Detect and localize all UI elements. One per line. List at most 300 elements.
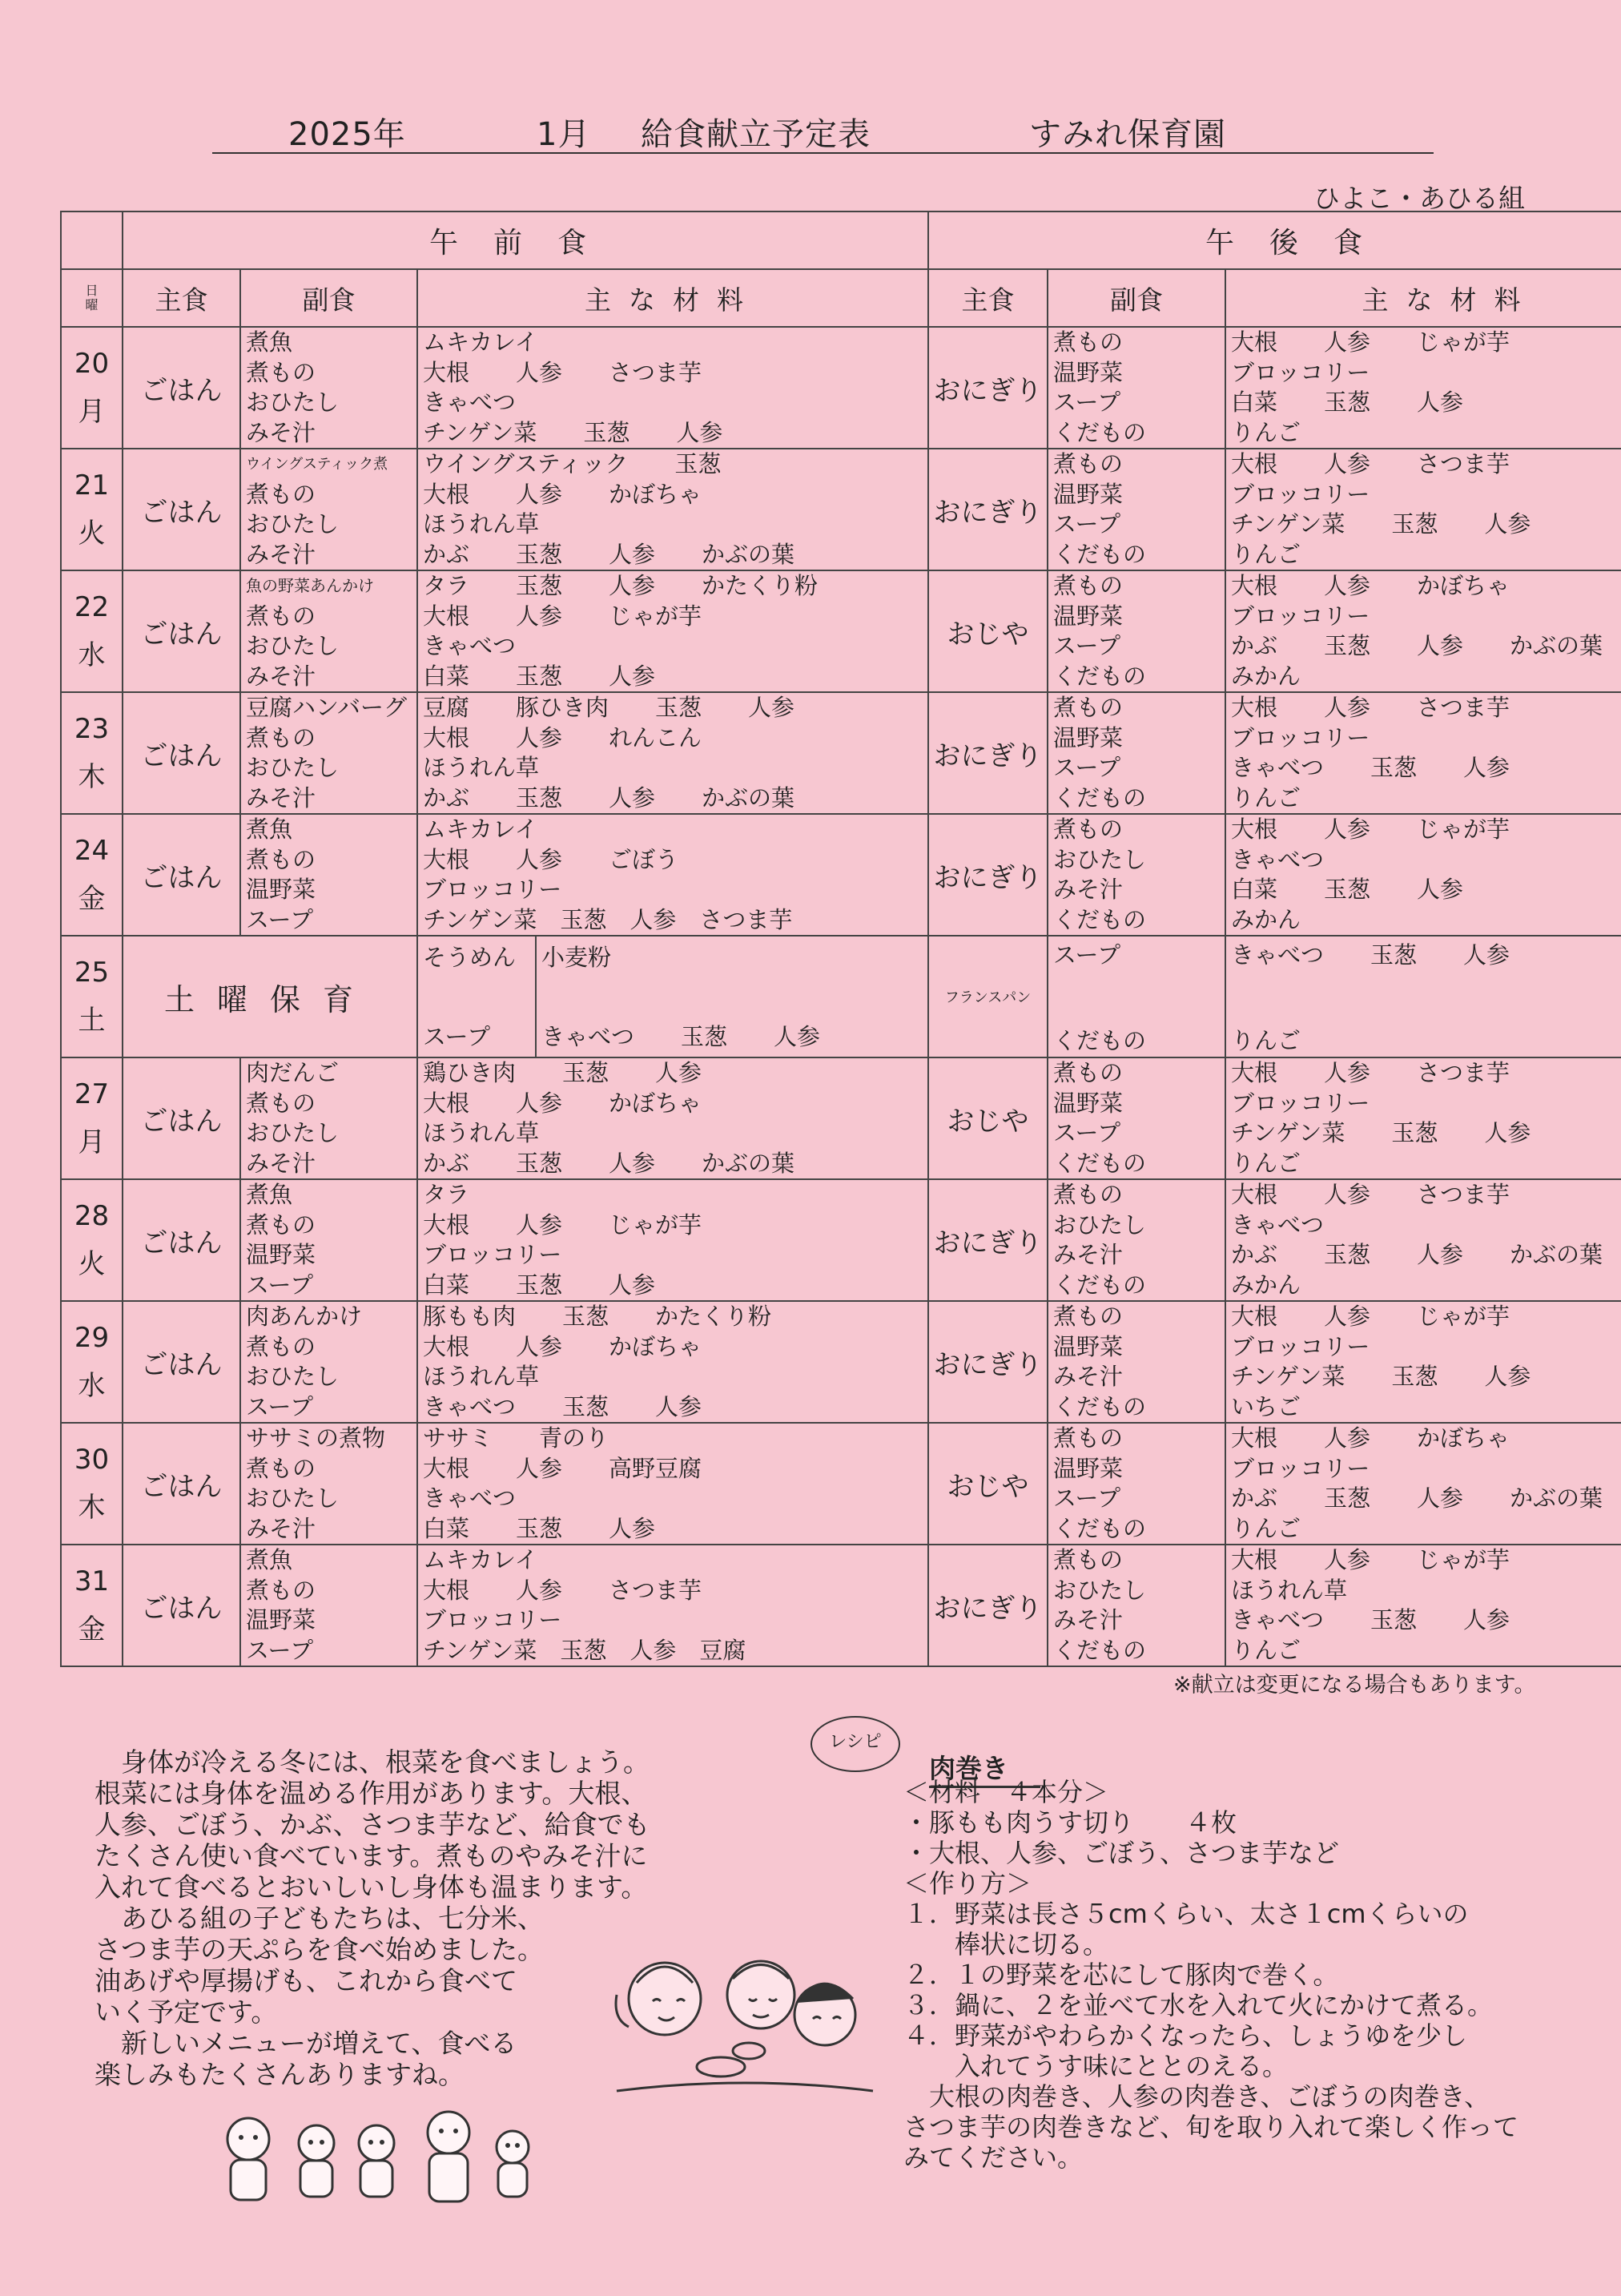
pm-ingredients-line: 大根 人参 さつま芋 [1231, 1059, 1510, 1086]
am-ingredients-line: ササミ 青のり [423, 1424, 609, 1452]
recipe-title: 肉巻き [929, 1748, 1040, 1788]
table-row [61, 1545, 1621, 1666]
am-side-line: 煮もの [246, 1210, 316, 1239]
pm-ingredients-line: きゃべつ 玉葱 人参 [1231, 1606, 1510, 1633]
pm-ingredients-line: いちご [1231, 1392, 1301, 1420]
header-staple: 主食 [123, 269, 240, 327]
am-ingredients-line: 豆腐 豚ひき肉 玉葱 人参 [423, 694, 795, 721]
am-staple: ごはん [123, 1301, 240, 1423]
pm-side-line: 煮もの [1053, 1303, 1124, 1330]
pm-side-line: 煮もの [1053, 1424, 1124, 1452]
pm-side-line: くだもの [1053, 783, 1147, 812]
class-name: ひよこ・あひる組 [1313, 183, 1525, 214]
essay-line: 身体が冷える冬には、根菜を食べましょう。 [95, 1746, 650, 1778]
am-side-line: 魚の野菜あんかけ [246, 576, 374, 595]
pm-ingredients-line: 大根 人参 じゃが芋 [1231, 328, 1510, 356]
pm-side [1048, 1057, 1225, 1179]
am-side-line: みそ汁 [246, 1149, 316, 1177]
pm-side [1048, 327, 1225, 449]
pm-ingredients-line: みかん [1231, 1271, 1301, 1299]
pm-ingredients-line: 白菜 玉葱 人参 [1231, 876, 1464, 903]
pm-ingredients [1225, 327, 1621, 449]
menu-table [60, 211, 1621, 1667]
pm-side [1048, 814, 1225, 936]
title-doc: 給食献立予定表 [641, 116, 871, 153]
am-ingredients-line: タラ 玉葱 人参 かたくり粉 [423, 572, 819, 599]
recipe-line: みてください。 [903, 2142, 1084, 2173]
pm-ingredients-line: チンゲン菜 玉葱 人参 [1231, 1363, 1531, 1390]
title-school: すみれ保育園 [1029, 116, 1226, 153]
pm-ingredients-line: 大根 人参 かぼちゃ [1231, 572, 1510, 599]
pm-side-line: スープ [1053, 510, 1121, 538]
am-ingredients-line: 大根 人参 かぼちゃ [423, 1332, 702, 1360]
table-row [61, 1057, 1621, 1179]
pm-ingredients-line: 大根 人参 さつま芋 [1231, 694, 1510, 721]
am-side [240, 570, 417, 692]
saturday-dish-1-ingredients: 小麦粉 [541, 944, 612, 971]
pm-side-line: 煮もの [1053, 1546, 1124, 1573]
header-afternoon: 午後食 [928, 211, 1621, 269]
weekday: 金 [78, 883, 106, 915]
am-staple: ごはん [123, 570, 240, 692]
pm-ingredients-line: 白菜 玉葱 人参 [1231, 389, 1464, 416]
pm-side-line: 煮もの [1053, 572, 1124, 599]
pm-ingredients-line: 大根 人参 かぼちゃ [1231, 1424, 1510, 1452]
pm-side-line: 温野菜 [1053, 358, 1124, 386]
pm-side-line: 温野菜 [1053, 602, 1124, 630]
header-ingredients: 主な材料 [417, 269, 928, 327]
am-ingredients-line: 豚もも肉 玉葱 かたくり粉 [423, 1303, 772, 1330]
am-side-line: おひたし [246, 1363, 340, 1390]
weekday: 木 [78, 1492, 106, 1524]
weekday: 火 [78, 1248, 106, 1280]
pm-side-line: スープ [1053, 1119, 1121, 1146]
pm-side [1048, 692, 1225, 814]
am-side-line: スープ [246, 1392, 314, 1420]
pm-side-line: くだもの [1053, 1392, 1147, 1420]
essay-line: たくさん使い食べています。煮ものやみそ汁に [95, 1840, 648, 1871]
am-ingredients-line: ほうれん草 [423, 754, 540, 781]
am-ingredients-line: 大根 人参 高野豆腐 [423, 1454, 702, 1482]
pm-ingredients-line: 大根 人参 じゃが芋 [1231, 1303, 1510, 1330]
am-ingredients [417, 449, 928, 570]
pm-side-line: スープ [1053, 632, 1121, 659]
saturday-care-label: 土曜保育 [123, 936, 417, 1057]
pm-staple: おにぎり [928, 692, 1048, 814]
pm-ingredients-line: ブロッコリー [1231, 358, 1370, 386]
date-number: 28 [74, 1200, 110, 1232]
pm-ingredients-line: りんご [1231, 1027, 1301, 1054]
pm-side-line: くだもの [1053, 1636, 1147, 1664]
am-side-line: 煮もの [246, 1576, 316, 1604]
pm-side-line: スープ [1053, 941, 1121, 969]
am-side-line: 煮もの [246, 723, 316, 751]
pm-ingredients-line: ブロッコリー [1231, 480, 1370, 508]
day-cell [61, 327, 123, 449]
am-ingredients-line: 大根 人参 さつま芋 [423, 358, 702, 386]
pm-ingredients-line: りんご [1231, 1514, 1301, 1542]
pm-staple: おじや [928, 1423, 1048, 1545]
am-ingredients [417, 1301, 928, 1423]
pm-staple: おにぎり [928, 449, 1048, 570]
recipe-line: 入れてうす味にととのえる。 [903, 2051, 1289, 2081]
am-ingredients-line: 白菜 玉葱 人参 [423, 662, 656, 690]
pm-staple: おじや [928, 570, 1048, 692]
am-side-line: 豆腐ハンバーグ [246, 694, 407, 721]
menu-title [212, 104, 1434, 154]
am-ingredients [417, 1179, 928, 1301]
menu-body [61, 327, 1621, 1666]
am-ingredients-line: 大根 人参 かぼちゃ [423, 1089, 702, 1117]
weekday: 土 [78, 1005, 106, 1037]
am-ingredients-line: かぶ 玉葱 人参 かぶの葉 [423, 783, 795, 812]
day-cell [61, 1545, 123, 1666]
saturday-dish-1: そうめん [418, 937, 537, 997]
table-row [61, 449, 1621, 570]
am-side-line: おひたし [246, 1119, 340, 1146]
pm-side-line: 温野菜 [1053, 723, 1124, 751]
pm-side-line: くだもの [1053, 1027, 1147, 1054]
am-ingredients-line: 白菜 玉葱 人参 [423, 1514, 656, 1542]
am-staple: ごはん [123, 692, 240, 814]
recipe-badge: レシピ [810, 1716, 900, 1772]
header-pm-staple: 主食 [928, 269, 1048, 327]
date-number: 23 [74, 713, 110, 745]
am-ingredients-line: かぶ 玉葱 人参 かぶの葉 [423, 540, 795, 568]
saturday-dish-2: スープ [418, 997, 537, 1057]
am-ingredients-line: ほうれん草 [423, 1363, 540, 1390]
am-ingredients-line: ほうれん草 [423, 510, 540, 538]
pm-ingredients [1225, 936, 1621, 1057]
recipe-line: 大根の肉巻き、人参の肉巻き、ごぼうの肉巻き、 [903, 2081, 1490, 2112]
am-ingredients [417, 1423, 928, 1545]
change-note: ※献立は変更になる場合もあります。 [1173, 1673, 1536, 1698]
am-ingredients-line: ブロッコリー [423, 1606, 562, 1633]
am-ingredients-line: ムキカレイ [423, 816, 538, 843]
am-side [240, 1423, 417, 1545]
pm-ingredients [1225, 1423, 1621, 1545]
pm-side-line: くだもの [1053, 662, 1147, 690]
pm-side-line: 煮もの [1053, 328, 1124, 356]
am-side-line: 煮魚 [246, 816, 293, 843]
am-side-line: 煮魚 [246, 1546, 293, 1573]
saturday-dishes [417, 936, 928, 1057]
am-ingredients-line: チンゲン菜 玉葱 人参 さつま芋 [423, 905, 793, 933]
essay-line: 根菜には身体を温める作用があります。大根、 [95, 1778, 648, 1809]
pm-staple: おにぎり [928, 814, 1048, 936]
pm-side-line: おひたし [1053, 1576, 1147, 1604]
am-ingredients-line: ムキカレイ [423, 328, 538, 356]
essay-line: さつま芋の天ぷらを食べ始めました。 [95, 1934, 544, 1965]
recipe-line: ３．鍋に、２を並べて水を入れて火にかけて煮る。 [903, 1990, 1494, 2020]
pm-side-line: くだもの [1053, 1149, 1147, 1177]
pm-side-line: 煮もの [1053, 450, 1124, 477]
am-side-line: おひたし [246, 754, 340, 781]
am-ingredients-line: かぶ 玉葱 人参 かぶの葉 [423, 1149, 795, 1177]
recipe-line: ＜材料 ４本分＞ [903, 1777, 1109, 1807]
pm-ingredients-line: 大根 人参 さつま芋 [1231, 1181, 1510, 1208]
pm-side-line: 温野菜 [1053, 1089, 1124, 1117]
weekday: 金 [78, 1613, 106, 1645]
am-ingredients-line: ウイングスティック 玉葱 [423, 450, 722, 477]
am-staple: ごはん [123, 1179, 240, 1301]
am-side-line: 温野菜 [246, 1606, 316, 1633]
recipe-line: ＜作り方＞ [903, 1868, 1032, 1899]
am-side-line: スープ [246, 1271, 314, 1299]
am-side [240, 692, 417, 814]
date-number: 25 [74, 957, 110, 989]
recipe-text [903, 1777, 1608, 2173]
am-side-line: 煮もの [246, 1332, 316, 1360]
pm-ingredients-line: かぶ 玉葱 人参 かぶの葉 [1231, 1241, 1603, 1268]
am-ingredients-line: きゃべつ [423, 632, 517, 659]
recipe-line: ・豚もも肉うす切り ４枚 [903, 1807, 1237, 1838]
day-cell [61, 1301, 123, 1423]
weekday: 木 [78, 761, 106, 793]
essay-line: あひる組の子どもたちは、七分米、 [95, 1903, 544, 1934]
day-cell [61, 449, 123, 570]
pm-ingredients [1225, 449, 1621, 570]
am-ingredients-line: チンゲン菜 玉葱 人参 [423, 418, 723, 446]
am-side-line: おひたし [246, 632, 340, 659]
pm-ingredients-line: みかん [1231, 662, 1301, 690]
pm-ingredients-line: ブロッコリー [1231, 1454, 1370, 1482]
pm-ingredients-line: ブロッコリー [1231, 1332, 1370, 1360]
am-side-line: おひたし [246, 510, 340, 538]
table-row [61, 570, 1621, 692]
header-pm-side: 副食 [1048, 269, 1225, 327]
pm-ingredients-line: 大根 人参 さつま芋 [1231, 450, 1510, 477]
weekday: 月 [78, 1126, 106, 1158]
pm-ingredients-line: ブロッコリー [1231, 1089, 1370, 1117]
pm-side [1048, 936, 1225, 1057]
title-month: 1月 [537, 116, 591, 153]
pm-side-line: くだもの [1053, 1271, 1147, 1299]
am-side [240, 1301, 417, 1423]
am-ingredients [417, 1545, 928, 1666]
pm-staple: おにぎり [928, 1545, 1048, 1666]
pm-staple: おにぎり [928, 1301, 1048, 1423]
pm-side-line: みそ汁 [1053, 1363, 1124, 1390]
pm-ingredients-line: ブロッコリー [1231, 602, 1370, 630]
date-number: 24 [74, 835, 110, 867]
pm-side-line: スープ [1053, 389, 1121, 416]
am-staple: ごはん [123, 1545, 240, 1666]
am-side-line: 煮もの [246, 1454, 316, 1482]
am-side [240, 449, 417, 570]
pm-side-line: くだもの [1053, 418, 1147, 446]
day-cell [61, 692, 123, 814]
table-row [61, 692, 1621, 814]
pm-side-line: くだもの [1053, 540, 1147, 568]
pm-side [1048, 1545, 1225, 1666]
am-side-line: 煮もの [246, 602, 316, 630]
recipe-line: ・大根、人参、ごぼう、さつま芋など [903, 1838, 1340, 1868]
day-cell [61, 1423, 123, 1545]
pm-side-line: くだもの [1053, 1514, 1147, 1542]
am-ingredients-line: 大根 人参 じゃが芋 [423, 1210, 702, 1239]
table-row [61, 1423, 1621, 1545]
header-day: 日 曜 [61, 269, 123, 327]
recipe-line: ２．１の野菜を芯にして豚肉で巻く。 [903, 1960, 1339, 1990]
am-ingredients-line: きゃべつ [423, 1484, 517, 1512]
day-cell [61, 1179, 123, 1301]
pm-ingredients [1225, 570, 1621, 692]
pm-staple: おじや [928, 1057, 1048, 1179]
recipe-line: 棒状に切る。 [903, 1929, 1109, 1960]
am-ingredients [417, 1057, 928, 1179]
date-number: 30 [74, 1444, 110, 1476]
am-ingredients-line: 大根 人参 さつま芋 [423, 1576, 702, 1604]
am-ingredients-line: 白菜 玉葱 人参 [423, 1271, 656, 1299]
header-morning: 午前食 [123, 211, 928, 269]
saturday-row [61, 936, 1621, 1057]
am-side-line: みそ汁 [246, 540, 316, 568]
am-side-line: おひたし [246, 389, 340, 416]
am-ingredients-line: 大根 人参 じゃが芋 [423, 602, 702, 630]
am-side-line: 煮もの [246, 1089, 316, 1117]
header-side: 副食 [240, 269, 417, 327]
am-side-line: 煮魚 [246, 328, 293, 356]
pm-side-line: くだもの [1053, 905, 1147, 933]
am-ingredients [417, 814, 928, 936]
am-side-line: スープ [246, 905, 314, 933]
pm-side-line: 温野菜 [1053, 1332, 1124, 1360]
pm-ingredients [1225, 1057, 1621, 1179]
pm-ingredients-line: かぶ 玉葱 人参 かぶの葉 [1231, 632, 1603, 659]
pm-staple: おにぎり [928, 327, 1048, 449]
pm-ingredients-line: きゃべつ [1231, 1210, 1325, 1239]
date-number: 20 [74, 348, 110, 380]
essay-line: 人参、ごぼう、かぶ、さつま芋など、給食でも [95, 1809, 650, 1840]
date-number: 22 [74, 591, 110, 623]
day-cell [61, 570, 123, 692]
am-side-line: 煮もの [246, 358, 316, 386]
pm-ingredients-line: きゃべつ 玉葱 人参 [1231, 754, 1510, 781]
essay-line: 新しいメニューが増えて、食べる [95, 2028, 517, 2059]
pm-ingredients-line: チンゲン菜 玉葱 人参 [1231, 510, 1531, 538]
pm-side [1048, 570, 1225, 692]
am-ingredients-line: 大根 人参 ごぼう [423, 845, 679, 873]
pm-ingredients-line: 大根 人参 じゃが芋 [1231, 816, 1510, 843]
recipe-line: ４．野菜がやわらかくなったら、しょうゆを少し [903, 2020, 1468, 2051]
pm-ingredients-line: りんご [1231, 418, 1301, 446]
date-number: 27 [74, 1078, 110, 1110]
am-side-line: スープ [246, 1636, 314, 1664]
pm-ingredients [1225, 1545, 1621, 1666]
pm-ingredients-line: りんご [1231, 1149, 1301, 1177]
am-staple: ごはん [123, 449, 240, 570]
essay-line: 入れて食べるとおいしいし身体も温まります。 [95, 1871, 648, 1903]
day-cell [61, 936, 123, 1057]
am-side-line: 温野菜 [246, 876, 316, 903]
am-ingredients-line: 鶏ひき肉 玉葱 人参 [423, 1059, 702, 1086]
day-cell [61, 814, 123, 936]
am-side-line: みそ汁 [246, 418, 316, 446]
am-side-line: 煮もの [246, 845, 316, 873]
children-eating-illustration [609, 1939, 881, 2099]
date-number: 21 [74, 469, 110, 501]
am-side-line: おひたし [246, 1484, 340, 1512]
am-side [240, 327, 417, 449]
am-side-line: 煮もの [246, 480, 316, 508]
pm-staple: おにぎり [928, 1179, 1048, 1301]
essay-line: いく予定です。 [95, 1996, 278, 2028]
am-side-line: みそ汁 [246, 783, 316, 812]
pm-ingredients-line: みかん [1231, 905, 1301, 933]
am-ingredients [417, 570, 928, 692]
saturday-dish-2-ingredients: きゃべつ 玉葱 人参 [541, 1023, 821, 1050]
family-snow-illustration [216, 2107, 553, 2215]
pm-staple: フランスパン [928, 936, 1048, 1057]
day-cell [61, 1057, 123, 1179]
pm-side-line: 温野菜 [1053, 480, 1124, 508]
header-blank [61, 211, 123, 269]
pm-side-line: スープ [1053, 754, 1121, 781]
header-pm-ingredients: 主な材料 [1225, 269, 1621, 327]
weekday: 水 [78, 1370, 106, 1402]
pm-ingredients-line: きゃべつ 玉葱 人参 [1231, 941, 1510, 969]
pm-ingredients-line: りんご [1231, 783, 1301, 812]
pm-side-line: 煮もの [1053, 1059, 1124, 1086]
weekday: 水 [78, 639, 106, 671]
pm-ingredients-line: きゃべつ [1231, 845, 1325, 873]
pm-ingredients [1225, 692, 1621, 814]
essay-line: 楽しみもたくさんありますね。 [95, 2059, 465, 2090]
am-ingredients-line: ブロッコリー [423, 1241, 562, 1268]
am-ingredients-line: タラ [423, 1181, 470, 1208]
pm-side [1048, 1179, 1225, 1301]
pm-side [1048, 449, 1225, 570]
pm-ingredients-line: りんご [1231, 1636, 1301, 1664]
am-ingredients [417, 327, 928, 449]
pm-side-line: おひたし [1053, 1210, 1147, 1239]
am-side-line: みそ汁 [246, 662, 316, 690]
recipe-line: １．野菜は長さ５cmくらい、太さ１cmくらいの [903, 1899, 1469, 1929]
am-side [240, 814, 417, 936]
pm-side-line: スープ [1053, 1484, 1121, 1512]
pm-side-line: みそ汁 [1053, 876, 1124, 903]
am-ingredients-line: ほうれん草 [423, 1119, 540, 1146]
pm-side-line: 煮もの [1053, 694, 1124, 721]
am-staple: ごはん [123, 1057, 240, 1179]
date-number: 31 [74, 1565, 110, 1597]
table-row [61, 1301, 1621, 1423]
essay-line: 油あげや厚揚げも、これから食べて [95, 1965, 517, 1996]
pm-ingredients-line: チンゲン菜 玉葱 人参 [1231, 1119, 1531, 1146]
weekday: 月 [78, 396, 106, 428]
am-side-line: みそ汁 [246, 1514, 316, 1542]
pm-ingredients [1225, 814, 1621, 936]
pm-side [1048, 1423, 1225, 1545]
pm-side-line: みそ汁 [1053, 1606, 1124, 1633]
am-ingredients-line: ムキカレイ [423, 1546, 538, 1573]
pm-side-line: 煮もの [1053, 816, 1124, 843]
am-side-line: 温野菜 [246, 1241, 316, 1268]
weekday: 火 [78, 518, 106, 550]
pm-ingredients-line: ブロッコリー [1231, 723, 1370, 751]
pm-side-line: 温野菜 [1053, 1454, 1124, 1482]
table-row [61, 814, 1621, 936]
am-side-line: 煮魚 [246, 1181, 293, 1208]
am-side-line: ウイングスティック煮 [246, 456, 388, 473]
am-ingredients-line: チンゲン菜 玉葱 人参 豆腐 [423, 1636, 746, 1664]
table-row [61, 1179, 1621, 1301]
pm-ingredients-line: 大根 人参 じゃが芋 [1231, 1546, 1510, 1573]
pm-ingredients-line: かぶ 玉葱 人参 かぶの葉 [1231, 1484, 1603, 1512]
am-ingredients-line: きゃべつ [423, 389, 517, 416]
am-side-line: 肉だんご [246, 1059, 340, 1086]
